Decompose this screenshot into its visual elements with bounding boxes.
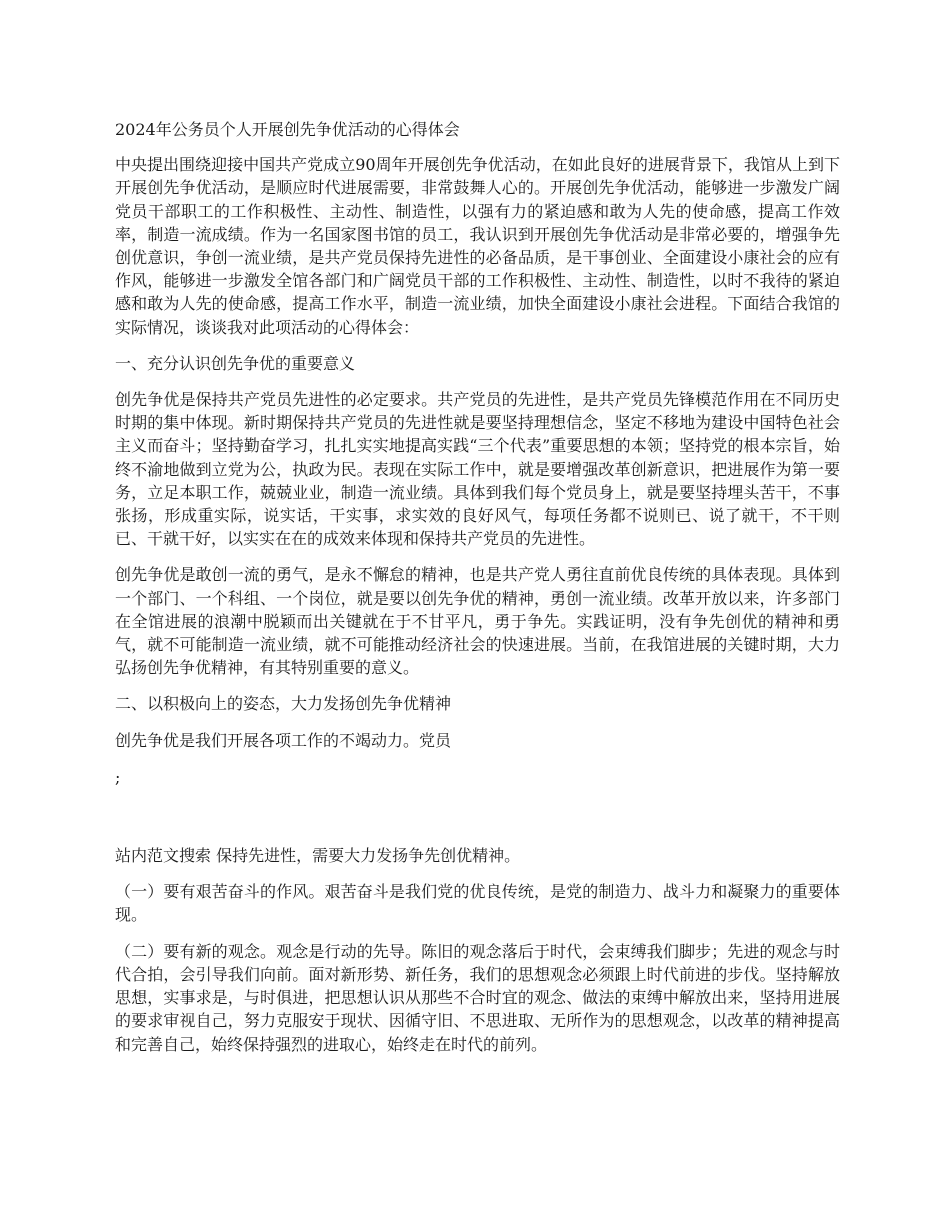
semicolon-text: ; (115, 767, 121, 787)
intro-paragraph: 中央提出围绕迎接中国共产党成立90周年开展创先争优活动，在如此良好的进展背景下，我馆从上到下开展创先争优活动，是顺应时代进展需要，非常鼓舞人心的。开展创先争优活动，能够进一步激发广阔党员干部职工的工作积极性、主动性、制造性，以强有力的紧迫感和敢为人先的使命感，提高工作效率，制造一流成绩。作为一名国家图书馆的员工，我认识到开展创先争优活动是非常必要的，增强争先创优意识，争创一流业绩，是共产党员保持先进性的必备品质，是干事创业、全面建设小康社会的应有作风，能够进一步激发全馆各部门和广阔党员干部的工作积极性、主动性、制造性，以时不我待的紧迫感和敢为人先的使命感，提高工作水平，制造一流业绩，加快全面建设小康社会进程。下面结合我馆的实际情况，谈谈我对此项活动的心得体会： (115, 155, 840, 337)
paragraph: 创先争优是保持共产党员先进性的必定要求。共产党员的先进性，是共产党员先锋模范作用在不同历史时期的集中体现。新时期保持共产党员的先进性就是要坚持理想信念，坚定不移地为建设中国特色社会主义而奋斗；坚持勤奋学习，扎扎实实地提高实践“三个代表”重要思想的本领；坚持党的根本宗旨，始终不渝地做到立党为公，执政为民。表现在实际工作中，就是要增强改革创新意识，把进展作为第一要务，立足本职工作，兢兢业业，制造一流业绩。具体到我们每个党员身上，就是要坚持埋头苦干，不事张扬，形成重实际，说实话，干实事，求实效的良好风气，每项任务都不说则已、说了就干，不干则已、干就干好，以实实在在的成效来体现和保持共产党员的先进性。 (115, 390, 840, 549)
paragraph: 创先争优是我们开展各项工作的不竭动力。党员 (115, 730, 452, 750)
paragraph: （一）要有艰苦奋斗的作风。艰苦奋斗是我们党的优良传统，是党的制造力、战斗力和凝聚力的重要体现。 (115, 882, 840, 925)
document-title: 2024年公务员个人开展创先争优活动的心得体会 (115, 120, 460, 139)
paragraph: （二）要有新的观念。观念是行动的先导。陈旧的观念落后于时代，会束缚我们脚步；先进的观念与时代合拍，会引导我们向前。面对新形势、新任务，我们的思想观念必须跟上时代前进的步伐。坚持解放思想，实事求是，与时俱进，把思想认识从那些不合时宜的观念、做法的束缚中解放出来，坚持用进展的要求审视自己，努力克服安于现状、因循守旧、不思进取、无所作为的思想观念，以改革的精神提高和完善自己，始终保持强烈的进取心，始终走在时代的前列。 (115, 941, 840, 1054)
paragraph: 创先争优是敢创一流的勇气，是永不懈怠的精神，也是共产党人勇往直前优良传统的具体表现。具体到一个部门、一个科组、一个岗位，就是要以创先争优的精神，勇创一流业绩。改革开放以来，许多部门在全馆进展的浪潮中脱颖而出关键就在于不甘平凡，勇于争先。实践证明，没有争先创优的精神和勇气，就不可能制造一流业绩，就不可能推动经济社会的快速进展。当前，在我馆进展的关键时期，大力弘扬创先争优精神，有其特别重要的意义。 (115, 565, 840, 678)
document-page (115, 118, 840, 1056)
site-search-line: 站内范文搜索 保持先进性，需要大力发扬争先创优精神。 (115, 846, 521, 866)
section-heading-2: 二、以积极向上的姿态，大力发扬创先争优精神 (115, 694, 452, 714)
section-heading-1: 一、充分认识创先争优的重要意义 (115, 353, 356, 373)
